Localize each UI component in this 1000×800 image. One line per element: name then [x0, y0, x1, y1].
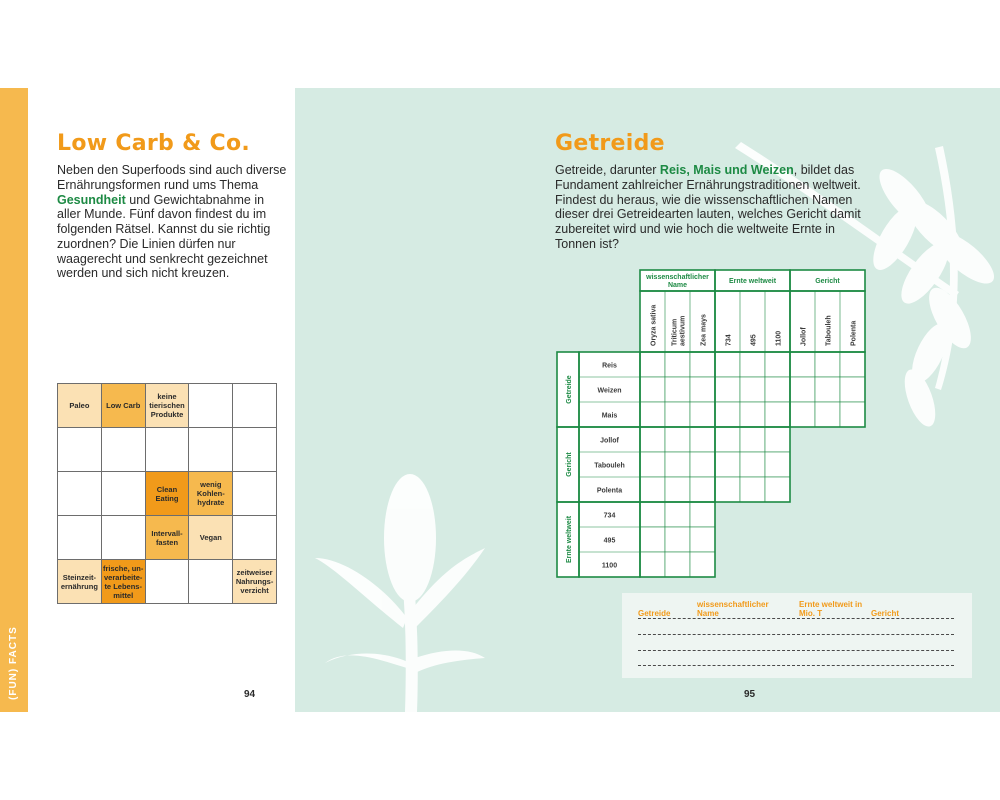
page-number-right: 95 [744, 689, 756, 700]
grid-cell[interactable] [665, 552, 690, 577]
grain-logic-grid [555, 268, 875, 588]
grid-cell[interactable] [690, 502, 715, 527]
grid-cell[interactable] [640, 502, 665, 527]
grid-cell[interactable] [765, 477, 790, 502]
grid-cell[interactable] [665, 527, 690, 552]
puzzle-cell[interactable] [233, 428, 277, 472]
left-page-title: Low Carb & Co. [57, 131, 251, 156]
grid-row-label: Tabouleh [594, 462, 625, 470]
answer-header-ernte: Ernte weltweit in Mio. T [799, 600, 863, 619]
puzzle-cell[interactable]: Low Carb [101, 384, 145, 428]
grid-cell[interactable] [665, 377, 690, 402]
grid-cell[interactable] [715, 427, 740, 452]
grid-column-label: Tabouleh [825, 315, 833, 346]
grid-side-group-label: Getreide [566, 375, 573, 404]
puzzle-cell[interactable] [233, 516, 277, 560]
grid-cell[interactable] [690, 477, 715, 502]
puzzle-cell[interactable]: zeitweiser Nahrungs-verzicht [233, 560, 277, 604]
answer-header-getreide: Getreide [638, 609, 671, 618]
puzzle-row [58, 428, 277, 472]
puzzle-cell[interactable] [189, 428, 233, 472]
grid-cell[interactable] [665, 502, 690, 527]
puzzle-cell[interactable] [145, 560, 189, 604]
grid-cell[interactable] [740, 352, 765, 377]
puzzle-cell[interactable]: wenig Kohlen-hydrate [189, 472, 233, 516]
grid-cell[interactable] [690, 427, 715, 452]
answer-line[interactable] [638, 618, 954, 619]
grid-cell[interactable] [840, 402, 865, 427]
puzzle-row [58, 384, 277, 428]
grid-side-group-label: Gericht [566, 452, 573, 477]
grid-cell[interactable] [765, 377, 790, 402]
grid-cell[interactable] [740, 477, 765, 502]
grid-cell[interactable] [640, 452, 665, 477]
grid-cell[interactable] [690, 402, 715, 427]
grid-cell[interactable] [790, 402, 815, 427]
puzzle-cell[interactable]: Intervall-fasten [145, 516, 189, 560]
puzzle-cell[interactable] [145, 428, 189, 472]
grid-top-group-label: Ernte weltweit [728, 278, 777, 285]
grid-cell[interactable] [690, 527, 715, 552]
grid-column-label: aestivum [679, 315, 687, 346]
grid-cell[interactable] [840, 352, 865, 377]
answer-header-gericht: Gericht [871, 609, 900, 618]
grid-cell[interactable] [640, 427, 665, 452]
answer-line[interactable] [638, 650, 954, 651]
puzzle-cell[interactable] [233, 472, 277, 516]
puzzle-row [58, 516, 277, 560]
grid-top-group-label: Gericht [815, 278, 840, 285]
grid-cell[interactable] [690, 352, 715, 377]
grid-column-label: Jollof [800, 327, 808, 346]
puzzle-cell[interactable]: keine tierischen Produkte [145, 384, 189, 428]
grid-column-label: Polenta [850, 320, 858, 346]
grid-cell[interactable] [715, 402, 740, 427]
grid-cell[interactable] [715, 477, 740, 502]
grid-cell[interactable] [640, 552, 665, 577]
grid-row-label: 1100 [601, 562, 618, 570]
grid-cell[interactable] [640, 477, 665, 502]
puzzle-cell[interactable]: Paleo [58, 384, 102, 428]
left-page-intro: Neben den Superfoods sind auch diverse Ernährungsformen rund ums Thema Gesundheit und Gewichtabnahme in aller Munde. Fünf davon findest du im folgenden Rätsel. Kannst du sie richtig zuordnen? Die Linien dürfen nur waagerecht und senkrecht gezeichnet werden und sich nicht kreuzen. [57, 163, 287, 281]
grid-top-group-label: Name [667, 282, 688, 289]
grid-cell[interactable] [665, 427, 690, 452]
grid-cell[interactable] [765, 427, 790, 452]
puzzle-cell[interactable] [58, 516, 102, 560]
grid-cell[interactable] [690, 452, 715, 477]
grid-cell[interactable] [715, 452, 740, 477]
grid-cell[interactable] [740, 427, 765, 452]
grid-top-group-label: wissenschaftlicher [646, 274, 709, 281]
grid-cell[interactable] [765, 352, 790, 377]
grid-row-label: Reis [602, 362, 617, 370]
grid-row-label: Weizen [597, 387, 622, 395]
grid-column-label: Oryza sativa [650, 304, 658, 346]
grid-column-label: 734 [725, 334, 733, 346]
grid-cell[interactable] [815, 377, 840, 402]
grid-column-label: 1100 [775, 330, 783, 346]
grid-cell[interactable] [715, 377, 740, 402]
puzzle-cell[interactable] [58, 428, 102, 472]
grid-cell[interactable] [765, 452, 790, 477]
answer-header-name: wissenschaftlicher Name [697, 600, 769, 619]
grid-cell[interactable] [665, 402, 690, 427]
puzzle-cell[interactable]: Steinzeit-ernährung [58, 560, 102, 604]
grid-cell[interactable] [790, 352, 815, 377]
grid-row-label: 495 [603, 537, 616, 545]
grid-cell[interactable] [740, 402, 765, 427]
page-number-left: 94 [244, 689, 256, 700]
grid-column-label: Zea mays [700, 314, 708, 346]
grid-cell[interactable] [640, 527, 665, 552]
grid-cell[interactable] [690, 377, 715, 402]
puzzle-cell[interactable] [101, 516, 145, 560]
grid-column-label: 495 [750, 334, 758, 346]
grid-side-group-label: Ernte weltweit [566, 515, 573, 564]
grid-cell[interactable] [715, 352, 740, 377]
grid-cell[interactable] [740, 377, 765, 402]
grid-cell[interactable] [840, 377, 865, 402]
grid-cell[interactable] [640, 402, 665, 427]
puzzle-cell[interactable] [233, 384, 277, 428]
puzzle-cell[interactable] [101, 428, 145, 472]
puzzle-cell[interactable] [189, 560, 233, 604]
grid-row-label: 734 [603, 512, 616, 520]
puzzle-cell[interactable] [58, 472, 102, 516]
grid-cell[interactable] [765, 402, 790, 427]
grid-row-label: Jollof [600, 437, 619, 445]
puzzle-cell[interactable] [189, 384, 233, 428]
grid-cell[interactable] [815, 352, 840, 377]
grid-cell[interactable] [665, 477, 690, 502]
grid-cell[interactable] [665, 452, 690, 477]
side-tab-label: (FUN) FACTS [8, 626, 19, 700]
right-page-title: Getreide [555, 131, 665, 156]
puzzle-cell[interactable]: frische, un-verarbeite-te Lebens-mittel [101, 560, 145, 604]
puzzle-row [58, 560, 277, 604]
puzzle-cell[interactable]: Vegan [189, 516, 233, 560]
diet-puzzle-grid [57, 383, 277, 604]
puzzle-cell[interactable]: Clean Eating [145, 472, 189, 516]
answer-line[interactable] [638, 634, 954, 635]
puzzle-row [58, 472, 277, 516]
grid-cell[interactable] [665, 352, 690, 377]
grid-cell[interactable] [640, 352, 665, 377]
grid-cell[interactable] [690, 552, 715, 577]
grid-cell[interactable] [740, 452, 765, 477]
answer-line[interactable] [638, 665, 954, 666]
puzzle-cell[interactable] [101, 472, 145, 516]
grid-row-label: Mais [601, 412, 618, 420]
grid-cell[interactable] [640, 377, 665, 402]
grid-row-label: Polenta [596, 487, 623, 495]
grid-cell[interactable] [790, 377, 815, 402]
right-page-intro: Getreide, darunter Reis, Mais und Weizen, bildet das Fundament zahlreicher Ernährungstraditionen weltweit. Findest du heraus, wie die wissenschaftlichen Namen dieser drei Getreidearten lauten, welches Gericht damit zubereitet wird und wie hoch die weltweite Ernte in Tonnen ist? [555, 163, 861, 251]
grid-column-label: Triticum [671, 318, 679, 346]
grid-cell[interactable] [815, 402, 840, 427]
